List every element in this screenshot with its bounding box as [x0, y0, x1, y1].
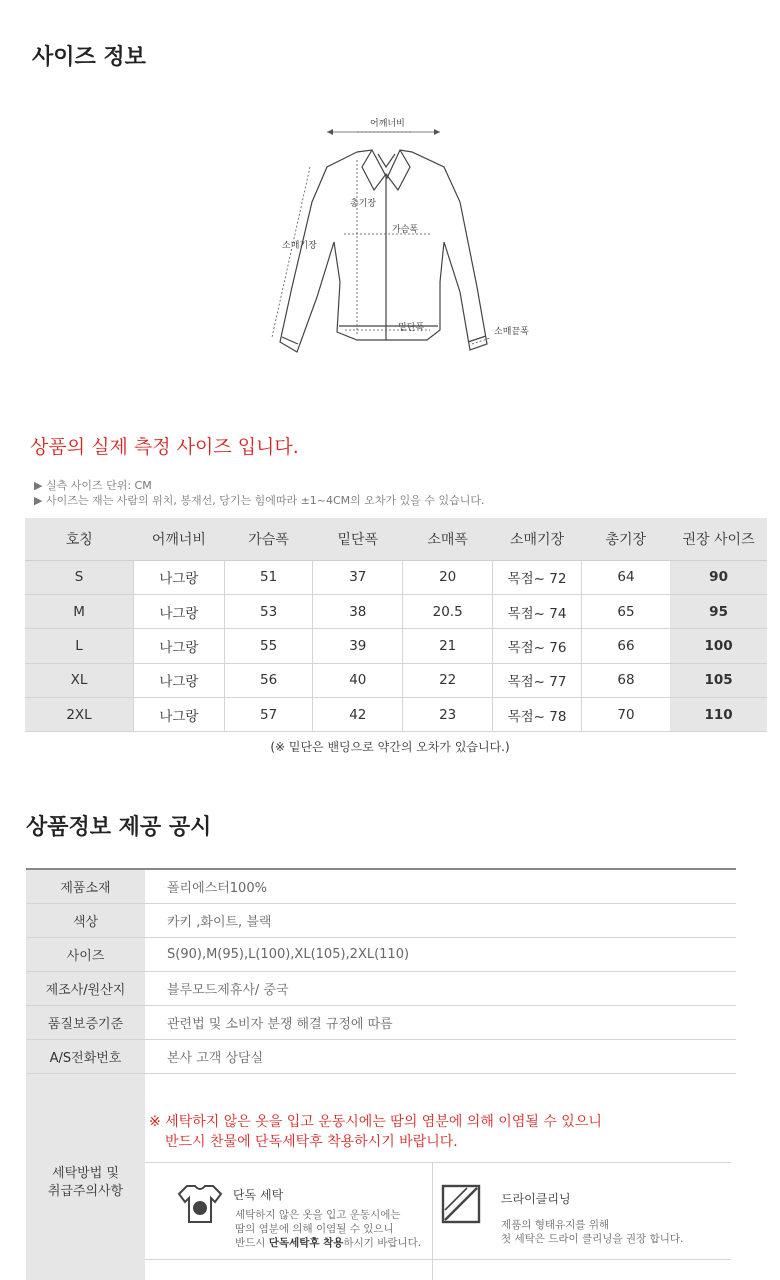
notice-key: 제품소재 — [26, 869, 145, 903]
care-desc-line: 반드시 단독세탁후 착용하시기 바랍니다. — [235, 1236, 422, 1249]
diagram-label-chest: 가슴폭 — [392, 225, 419, 235]
size-table-header — [25, 518, 767, 560]
care-warning-line: 반드시 찬물에 단독세탁후 착용하시기 바랍니다. — [165, 1133, 458, 1150]
header-cell: 가슴폭 — [224, 518, 313, 560]
header-cell: 총기장 — [581, 518, 670, 560]
size-label: XL — [25, 663, 134, 697]
product-notice-table — [26, 868, 736, 1280]
table-cell: 나그랑 — [134, 629, 225, 663]
notice-key: 품질보증기준 — [26, 1005, 145, 1039]
header-cell: 소매기장 — [493, 518, 582, 560]
table-cell: 42 — [313, 698, 403, 732]
tshirt-wash-icon — [175, 1182, 225, 1230]
table-cell: 66 — [581, 629, 670, 663]
notice-value: 블루모드제휴사/ 중국 — [145, 971, 736, 1005]
size-info-title: 사이즈 정보 — [32, 45, 146, 70]
care-divider — [432, 1162, 433, 1280]
care-item-title: 드라이클리닝 — [501, 1191, 571, 1206]
table-row — [25, 594, 767, 628]
recommended-size: 95 — [670, 594, 767, 628]
table-row — [26, 903, 736, 937]
table-cell: 53 — [224, 594, 313, 628]
table-cell: 목점~ 78 — [493, 698, 582, 732]
care-key-line: 세탁방법 및 — [52, 1166, 119, 1181]
table-row — [25, 663, 767, 697]
table-row — [26, 1039, 736, 1073]
recommended-size: 100 — [670, 629, 767, 663]
product-notice-title: 상품정보 제공 공시 — [26, 815, 212, 840]
care-desc-line: 세탁하지 않은 옷을 입고 운동시에는 — [235, 1208, 401, 1221]
table-cell: 65 — [581, 594, 670, 628]
diagram-label-hem: 밑단폭 — [398, 323, 425, 333]
table-cell: 목점~ 76 — [493, 629, 582, 663]
table-cell: 나그랑 — [134, 560, 225, 594]
header-cell: 권장 사이즈 — [670, 518, 767, 560]
size-label: M — [25, 594, 134, 628]
table-cell: 70 — [581, 698, 670, 732]
table-row — [25, 698, 767, 732]
table-row — [26, 971, 736, 1005]
care-item-desc — [235, 1208, 421, 1250]
care-item-desc — [501, 1218, 683, 1246]
table-cell: 68 — [581, 663, 670, 697]
table-cell: 23 — [403, 698, 493, 732]
header-cell: 밑단폭 — [313, 518, 403, 560]
care-content — [145, 1073, 736, 1280]
care-item-title: 단독 세탁 — [233, 1187, 284, 1202]
table-row — [25, 560, 767, 594]
notice-key: A/S전화번호 — [26, 1039, 145, 1073]
table-cell: 51 — [224, 560, 313, 594]
size-label: 2XL — [25, 698, 134, 732]
table-cell: 22 — [403, 663, 493, 697]
notice-key-care — [26, 1073, 145, 1280]
table-cell: 39 — [313, 629, 403, 663]
notice-key: 사이즈 — [26, 937, 145, 971]
table-cell: 37 — [313, 560, 403, 594]
table-cell: 38 — [313, 594, 403, 628]
measurement-note: 상품의 실제 측정 사이즈 입니다. — [30, 436, 299, 458]
diagram-label-cuff: 소매끝폭 — [494, 327, 529, 337]
size-table — [25, 518, 767, 732]
table-cell: 40 — [313, 663, 403, 697]
table-cell: 20 — [403, 560, 493, 594]
table-cell: 20.5 — [403, 594, 493, 628]
care-row-divider — [145, 1259, 731, 1260]
notice-value: 본사 고객 상담실 — [145, 1039, 736, 1073]
diagram-label-length: 총기장 — [350, 199, 377, 209]
table-cell: 목점~ 72 — [493, 560, 582, 594]
care-warning — [149, 1112, 602, 1152]
header-cell: 어깨너비 — [134, 518, 225, 560]
notice-value: 카키 ,화이트, 블랙 — [145, 903, 736, 937]
table-row — [26, 937, 736, 971]
care-warning-line: ※ 세탁하지 않은 옷을 입고 운동시에는 땀의 염분에 의해 이염될 수 있으니 — [149, 1113, 602, 1130]
notice-value: 폴리에스터100% — [145, 869, 736, 903]
table-cell: 목점~ 74 — [493, 594, 582, 628]
size-label: L — [25, 629, 134, 663]
header-cell: 소매폭 — [403, 518, 493, 560]
table-cell: 55 — [224, 629, 313, 663]
table-cell: 57 — [224, 698, 313, 732]
notice-key: 색상 — [26, 903, 145, 937]
measurement-info — [34, 478, 485, 508]
table-cell: 나그랑 — [134, 663, 225, 697]
care-key-line: 취급주의사항 — [47, 1184, 124, 1199]
recommended-size: 110 — [670, 698, 767, 732]
size-diagram — [262, 112, 542, 362]
care-desc-line: 제품의 형태유지를 위해 — [501, 1218, 610, 1231]
size-label: S — [25, 560, 134, 594]
care-desc-line: 첫 세탁은 드라이 클리닝을 권장 합니다. — [501, 1232, 684, 1245]
table-row — [25, 629, 767, 663]
table-cell: 64 — [581, 560, 670, 594]
table-cell: 나그랑 — [134, 698, 225, 732]
table-row — [26, 1005, 736, 1039]
table-footnote: (※ 밑단은 밴딩으로 약간의 오차가 있습니다.) — [270, 740, 510, 754]
notice-key: 제조사/원산지 — [26, 971, 145, 1005]
dry-clean-icon — [441, 1184, 481, 1228]
diagram-label-shoulder: 어깨너비 — [370, 119, 405, 129]
table-cell: 56 — [224, 663, 313, 697]
table-cell: 나그랑 — [134, 594, 225, 628]
info-line: ▶ 사이즈는 재는 사람의 위치, 봉재선, 당기는 힘에따라 ±1~4CM의 오차가 있을 수 있습니다. — [34, 494, 485, 507]
table-row — [26, 869, 736, 903]
notice-value: 관련법 및 소비자 분쟁 해결 규정에 따름 — [145, 1005, 736, 1039]
recommended-size: 105 — [670, 663, 767, 697]
notice-value: S(90),M(95),L(100),XL(105),2XL(110) — [145, 937, 736, 971]
info-line: ▶ 실측 사이즈 단위: CM — [34, 479, 152, 492]
table-row — [26, 1073, 736, 1280]
care-desc-line: 땀의 염분에 의해 이염될 수 있으니 — [235, 1222, 394, 1235]
recommended-size: 90 — [670, 560, 767, 594]
diagram-label-sleeve-length: 소매기장 — [282, 241, 317, 251]
header-cell: 호칭 — [25, 518, 134, 560]
table-cell: 21 — [403, 629, 493, 663]
table-cell: 목점~ 77 — [493, 663, 582, 697]
